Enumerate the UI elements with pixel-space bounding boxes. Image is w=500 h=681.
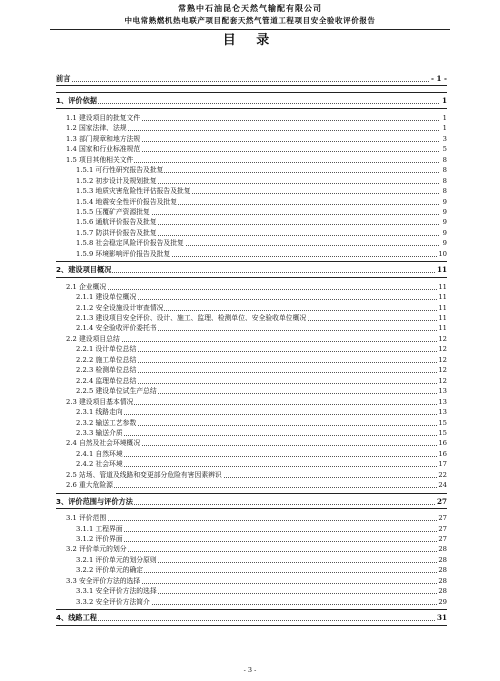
toc-entry-label: 1.5.8 社会稳定风险评价报告及批复 <box>76 239 184 248</box>
toc-entry-label: 2.4.1 自然环境 <box>76 449 123 458</box>
toc-entry-page: 12 <box>438 355 447 364</box>
dot-leader <box>66 332 439 342</box>
toc-entry-page: 11 <box>438 303 447 312</box>
toc-entry-label: 2.4 自然及社会环境概况 <box>66 439 141 448</box>
toc-entry-page: 8 <box>442 155 447 164</box>
toc-entry[interactable] <box>56 497 447 507</box>
toc-entry-label: 1.5.5 压覆矿产资源批复 <box>76 207 150 216</box>
toc-entry-page: 16 <box>438 449 447 458</box>
toc-entry-label: 1.2 国家法律、法规 <box>66 124 127 133</box>
dot-leader <box>66 478 439 488</box>
toc-entry[interactable] <box>56 74 447 84</box>
toc-entry-label: 1.5 项目其他相关文件 <box>66 155 134 164</box>
toc-entry-page: 15 <box>438 418 447 427</box>
toc-entry-page: 28 <box>438 587 447 596</box>
toc-entry-page: 8 <box>442 166 447 175</box>
toc-entry-label: 2.3.1 线路走向 <box>76 408 123 417</box>
header-report-title: 中电常熟燃机热电联产项目配套天然气管道工程项目安全验收评价报告 <box>124 16 376 25</box>
toc-entry-page: 28 <box>438 555 447 564</box>
dot-leader <box>76 532 439 542</box>
toc-entry-label: 3.3 安全评价方法的选择 <box>66 576 141 585</box>
toc-entry-page: 10 <box>438 249 447 258</box>
toc-entry-page: 1 <box>442 113 447 122</box>
toc-entry-page: 9 <box>442 207 447 216</box>
toc-entry-page: 27 <box>438 514 447 523</box>
toc-entry-label: 2.3.3 输送介质 <box>76 428 123 437</box>
toc-entry-label: 2.5 站场、管道及线路和变更部分危险有害因素辨识 <box>66 470 222 479</box>
toc-entry-label: 2.3 建设项目基本情况 <box>66 397 134 406</box>
toc-entry-page: 28 <box>438 576 447 585</box>
toc-entry-label: 1.1 建设项目的批复文件 <box>66 113 141 122</box>
toc-entry-label: 1.3 部门规章和地方法规 <box>66 134 141 143</box>
toc-entry-page: 11 <box>438 282 447 291</box>
toc-entry-page: 27 <box>438 535 447 543</box>
toc-entry-page: 13 <box>438 397 447 406</box>
toc-entry[interactable] <box>56 96 447 106</box>
chapter-divider <box>56 277 447 278</box>
toc-entry-label: 2.1.1 建设单位概况 <box>76 293 137 302</box>
toc-entry-page: 29 <box>438 597 447 606</box>
toc-entry-label: 3.2.1 评价单元的划分原则 <box>76 555 157 564</box>
toc-entry-label: 3.1.1 工程界面 <box>76 524 123 533</box>
toc-entry-label: 1.4 国家和行业标准规范 <box>66 145 141 154</box>
toc-entry-label: 1、评价依据 <box>56 96 97 106</box>
chapter-divider <box>56 85 447 86</box>
dot-leader <box>76 426 439 436</box>
toc-entry-page: 28 <box>438 545 447 554</box>
toc-entry-page: 11 <box>438 314 447 322</box>
toc-entry-page: 3 <box>442 134 447 143</box>
toc-entry-label: 2.1.2 安全设施设计审查情况 <box>76 303 164 312</box>
toc-entry-label: 2.2.1 设计单位总结 <box>76 345 137 354</box>
toc-entry-page: 16 <box>438 439 447 448</box>
header-company: 常熟中石油昆仑天然气输配有限公司 <box>178 3 322 13</box>
toc-entry-page: 12 <box>438 345 447 354</box>
page-number: - 3 - <box>243 666 257 674</box>
dot-leader <box>56 611 439 621</box>
toc-entry-page: 5 <box>442 145 447 154</box>
toc-entry[interactable] <box>56 249 447 259</box>
chapter-divider <box>56 92 447 93</box>
chapter-divider <box>56 108 447 109</box>
toc-entry-page: 17 <box>438 460 447 469</box>
dot-leader <box>56 94 439 104</box>
toc-entry-page: 13 <box>438 387 447 396</box>
dot-leader <box>66 280 439 290</box>
toc-entry-label: 3、评价范围与评价方法 <box>56 496 133 506</box>
chapter-divider <box>56 493 447 494</box>
toc-entry-page: 8 <box>442 176 447 185</box>
toc-entry-label: 3.3.1 安全评价方法的选择 <box>76 587 157 596</box>
toc-entry-label: 前言 <box>56 74 71 83</box>
dot-leader <box>76 457 439 467</box>
dot-leader <box>76 405 439 415</box>
chapter-divider <box>56 625 447 626</box>
dot-leader <box>66 511 439 521</box>
toc-entry-label: 1.5.1 可行性研究报告及批复 <box>76 166 164 175</box>
toc-entry-page: 28 <box>438 566 447 575</box>
toc-entry-page: 31 <box>436 613 447 623</box>
toc-entry-label: 3.2 评价单元的划分 <box>66 545 127 554</box>
toc-entry-page: 15 <box>438 428 447 437</box>
dot-leader <box>76 447 439 457</box>
toc-entry-label: 2.6 重大危险源 <box>66 481 113 490</box>
toc-entry-label: 2.1.4 安全验收评价委托书 <box>76 324 157 333</box>
toc-entry-label: 3.2.2 评价单元的确定 <box>76 566 144 575</box>
toc-entry-label: 1.5.7 防洪评价报告及批复 <box>76 228 157 237</box>
toc-entry-label: 2.2.2 施工单位总结 <box>76 355 137 364</box>
toc-entry-label: 2.2 建设项目总结 <box>66 334 120 343</box>
toc-entry-page: 9 <box>442 239 447 248</box>
toc-entry-page: 8 <box>442 187 447 196</box>
toc-entry-page: 11 <box>436 265 447 275</box>
dot-leader <box>76 522 439 532</box>
toc-entry-label: 3.1 评价范围 <box>66 514 107 523</box>
toc-entry[interactable] <box>56 480 447 490</box>
dot-leader <box>56 263 439 273</box>
toc-entry-page: 11 <box>438 324 447 333</box>
toc-entry-page: 27 <box>436 496 447 506</box>
toc-entry-label: 1.5.6 通航评价报告及批复 <box>76 218 157 227</box>
toc-entry-label: 4、线路工程 <box>56 613 97 623</box>
toc-entry-label: 1.5.4 地震安全性评价报告及批复 <box>76 197 178 206</box>
toc-entry-page: 1 <box>442 124 447 133</box>
toc-entry-page: 1 <box>441 96 447 106</box>
toc-entry-label: 2.2.4 监理单位总结 <box>76 376 137 385</box>
toc-entry-label: 3.1.2 评价界面 <box>76 535 123 543</box>
toc-entry-page: 9 <box>442 197 447 206</box>
header-rule <box>50 29 450 30</box>
toc-entry-page: 12 <box>438 366 447 375</box>
chapter-divider <box>56 609 447 610</box>
toc-entry-page: 24 <box>438 481 447 490</box>
toc-entry[interactable] <box>56 613 447 623</box>
toc-entry-label: 2.2.3 检测单位总结 <box>76 366 137 375</box>
toc-entry-label: 3.3.2 安全评价方法简介 <box>76 597 150 606</box>
toc-entry-label: 1.5.2 初步设计及规划批复 <box>76 176 157 185</box>
chapter-divider <box>56 261 447 262</box>
toc-entry-label: 1.5.3 地质灾害危险性评估报告及批复 <box>76 187 191 196</box>
toc-entry-page: 9 <box>442 218 447 227</box>
toc-entry-label: 2、建设项目概况 <box>56 265 112 275</box>
toc-entry[interactable] <box>56 265 447 275</box>
toc-entry-page: 12 <box>438 376 447 385</box>
page-title: 目 录 <box>222 33 278 48</box>
toc-entry-label: 2.3.2 输送工艺参数 <box>76 418 137 427</box>
toc-entry-label: 2.1.3 建设项目安全评价、设计、施工、监理、检测单位、安全验收单位概况 <box>76 314 307 322</box>
chapter-divider <box>56 508 447 509</box>
toc-entry-label: 2.2.5 建设单位试生产总结 <box>76 387 157 396</box>
dot-leader <box>56 72 439 82</box>
toc-entry-label: 2.4.2 社会环境 <box>76 460 123 469</box>
toc-entry-page: 22 <box>438 470 447 479</box>
toc-entry-page: 12 <box>438 334 447 343</box>
toc-entry-page: 27 <box>438 524 447 533</box>
toc-entry-page: - 1 - <box>431 74 447 83</box>
toc-entry-page: 13 <box>438 408 447 417</box>
toc-entry-label: 2.1 企业概况 <box>66 282 107 291</box>
toc-entry-page: 9 <box>442 228 447 237</box>
toc-entry-page: 11 <box>438 293 447 302</box>
toc-entry-label: 1.5.9 环境影响评价报告及批复 <box>76 249 171 258</box>
toc-entry[interactable] <box>56 597 447 607</box>
